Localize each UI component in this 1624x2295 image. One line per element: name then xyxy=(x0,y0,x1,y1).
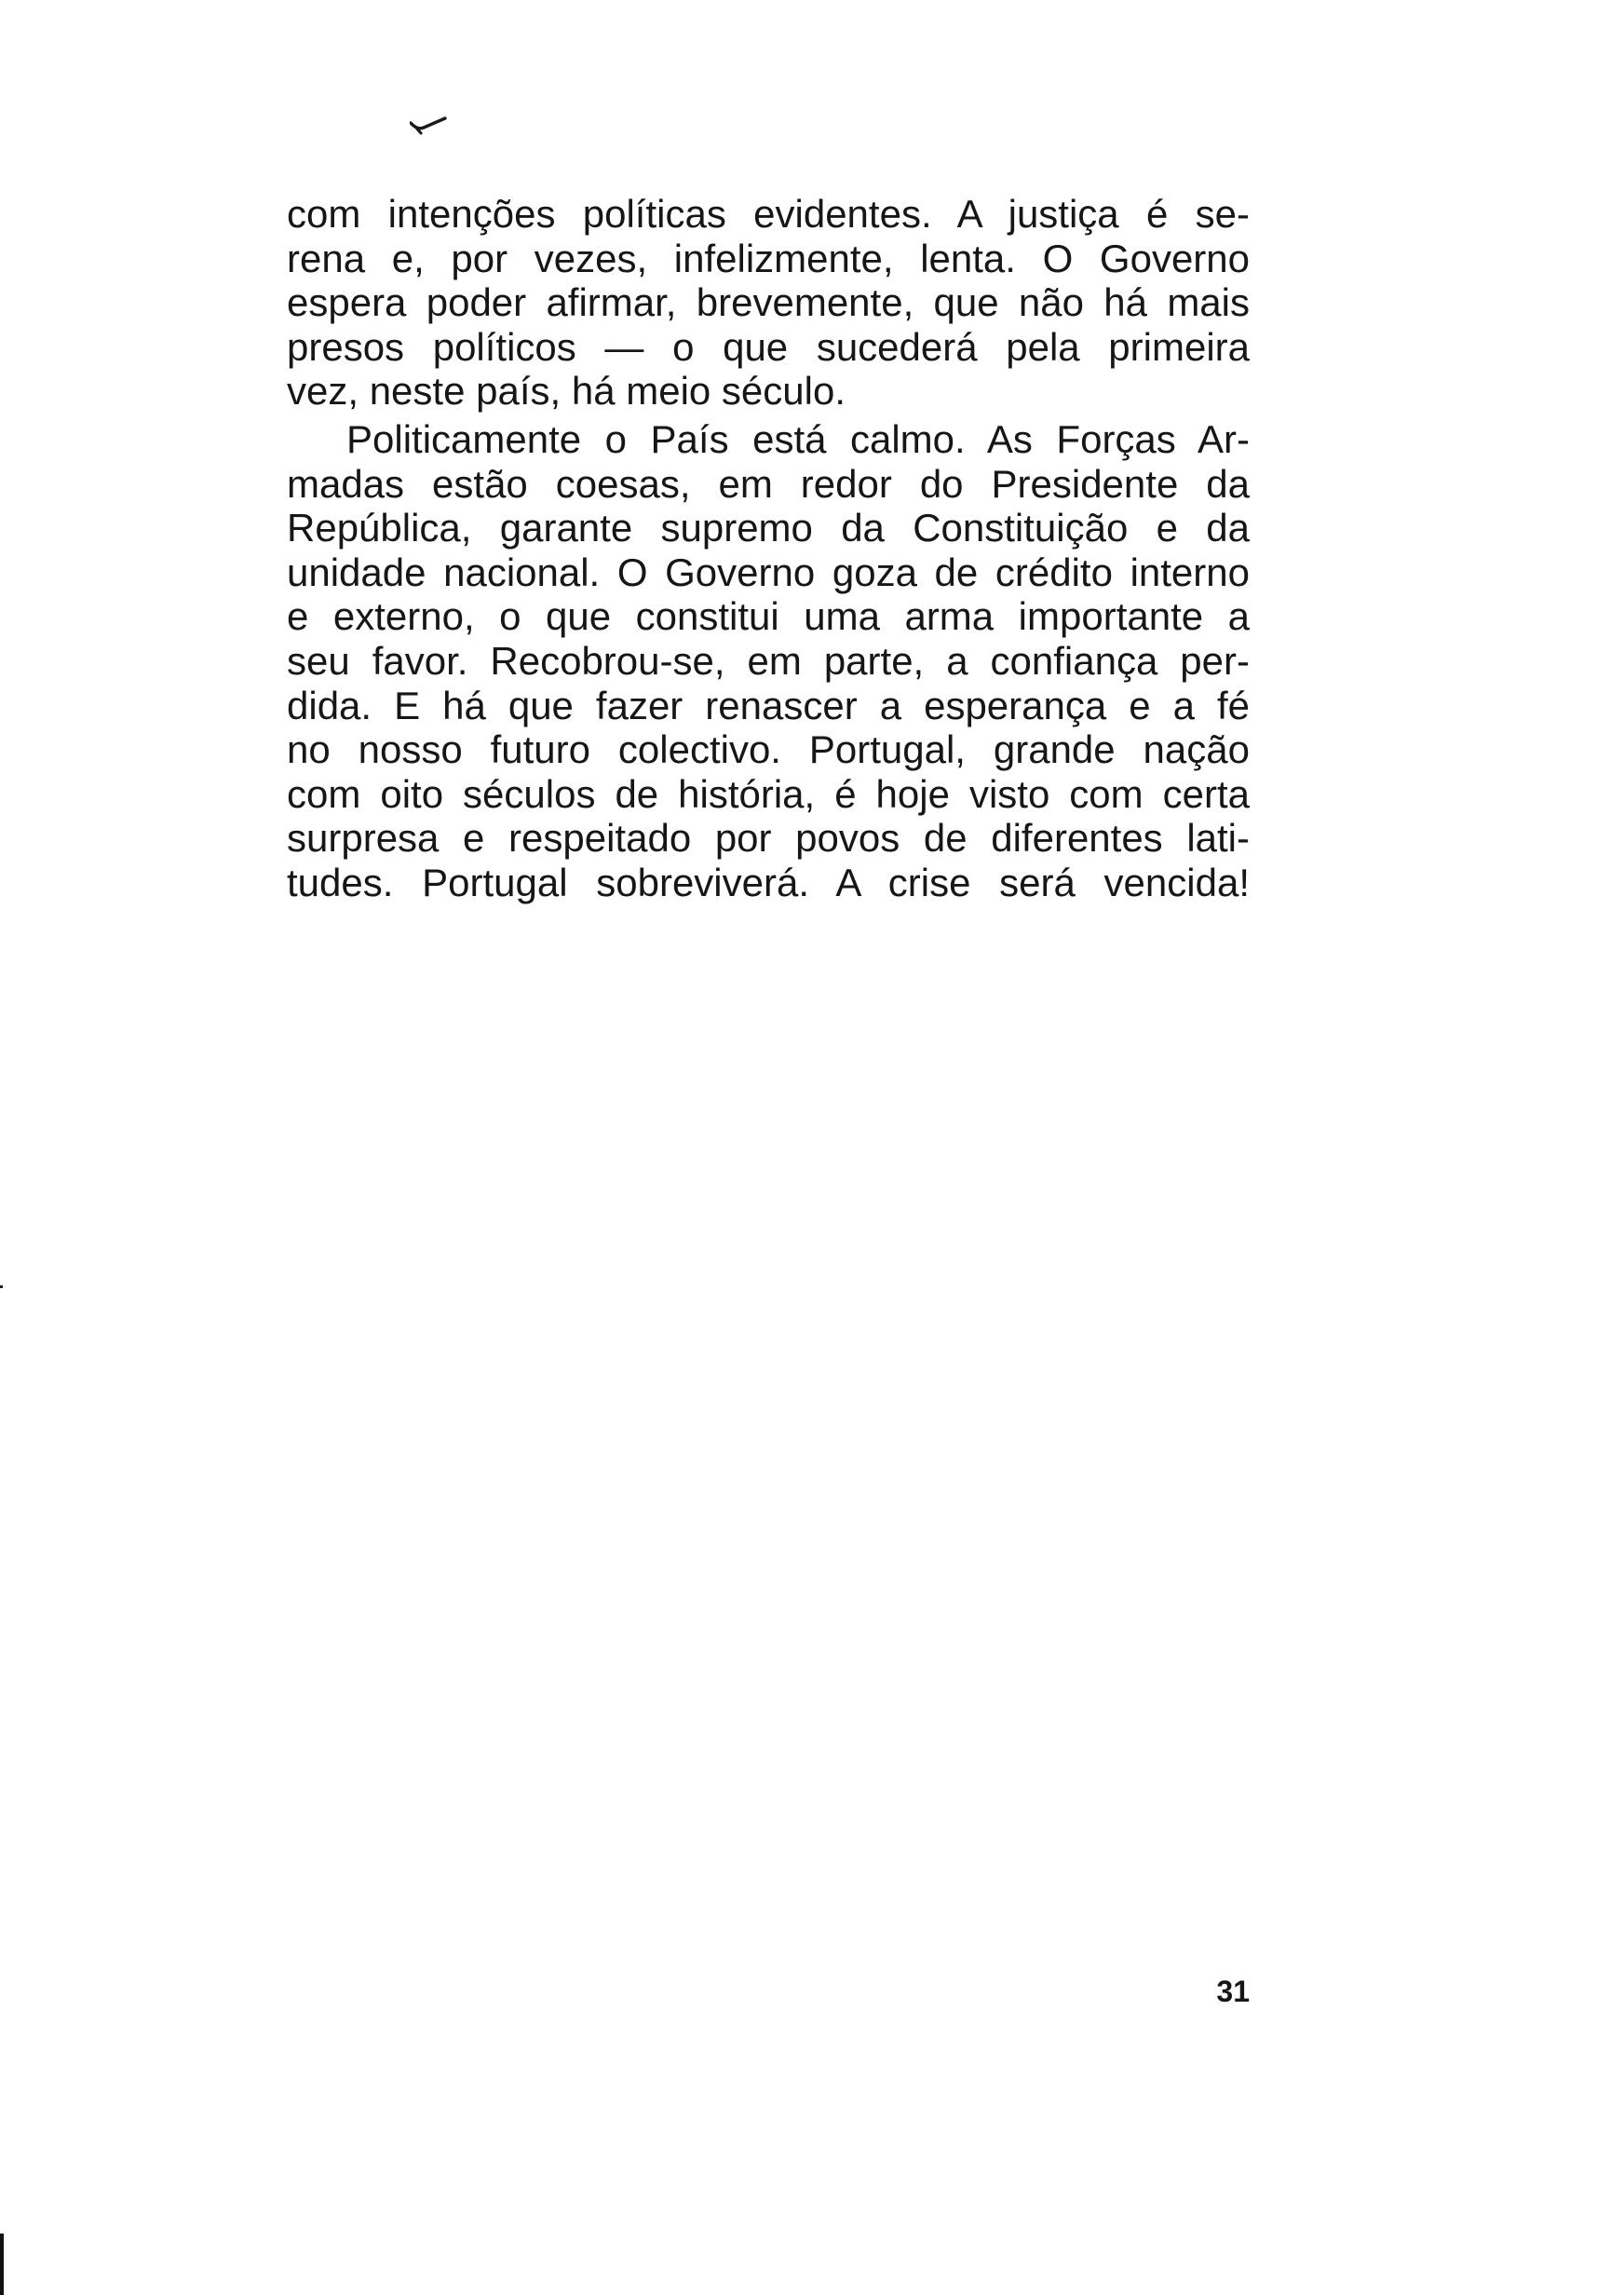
page-number: 31 xyxy=(1216,1975,1250,2008)
paragraph xyxy=(287,417,1250,905)
scan-mark xyxy=(410,115,447,136)
text-line: com oito séculos de história, é hoje visto com certa xyxy=(287,771,1250,816)
text-line: e externo, o que constitui uma arma importante a xyxy=(287,594,1250,639)
body-text xyxy=(287,192,1250,905)
text-line: unidade nacional. O Governo goza de crédito interno xyxy=(287,550,1250,594)
text-line: tudes. Portugal sobreviverá. A crise será vencida! xyxy=(287,860,1250,904)
text-line: com intenções políticas evidentes. A justiça é se- xyxy=(287,192,1250,236)
text-line: rena e, por vezes, infelizmente, lenta. O Governo xyxy=(287,236,1250,280)
scan-edge-dot xyxy=(0,1285,3,1288)
text-line: no nosso futuro colectivo. Portugal, grande nação xyxy=(287,727,1250,772)
text-line: seu favor. Recobrou-se, em parte, a confiança per- xyxy=(287,638,1250,683)
text-line: surpresa e respeitado por povos de diferentes lati- xyxy=(287,816,1250,861)
scan-edge-bar xyxy=(0,2234,4,2295)
paragraph xyxy=(287,192,1250,414)
text-line: madas estão coesas, em redor do Presidente da xyxy=(287,461,1250,506)
text-line: Politicamente o País está calmo. As Forças Ar- xyxy=(346,416,1250,461)
text-line: espera poder afirmar, brevemente, que não há mais xyxy=(287,280,1250,325)
text-line: dida. E há que fazer renascer a esperança e a fé xyxy=(287,683,1250,727)
text-line: República, garante supremo da Constituição e da xyxy=(287,506,1250,550)
text-line: presos políticos — o que sucederá pela primeira xyxy=(287,324,1250,369)
text-line: vez, neste país, há meio século. xyxy=(287,369,846,414)
